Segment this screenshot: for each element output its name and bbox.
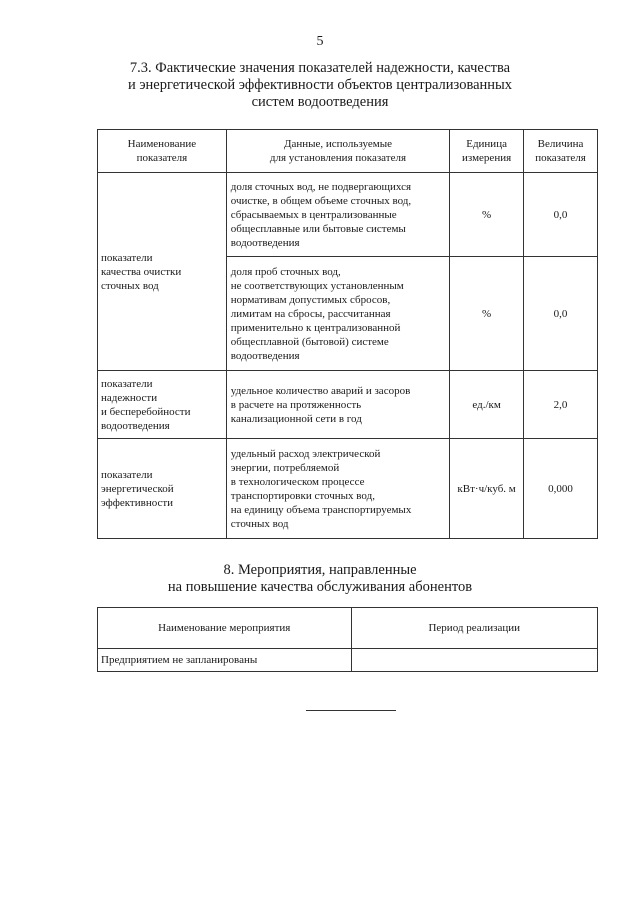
indicator-description: доля проб сточных вод, не соответствующих установленным нормативам допустимых сбросов, лимитам на сбросы, рассчитанная применительно к централизованной общесплавной (бытовой) системе водоотведения: [226, 257, 449, 371]
header-event-name: Наименование мероприятия: [98, 608, 352, 649]
header-data-used: Данные, используемые для установления показателя: [226, 130, 449, 173]
title-line: систем водоотведения: [251, 94, 389, 110]
header-indicator-name: Наименование показателя: [98, 130, 227, 173]
table-row: [98, 439, 598, 539]
indicator-unit: кВт·ч/куб. м: [450, 439, 524, 539]
indicator-value: 0,000: [524, 439, 598, 539]
section-8-title: [0, 562, 640, 596]
title-line: 7.3. Фактические значения показателей надежности, качества: [129, 60, 511, 76]
header-unit: Единица измерения: [450, 130, 524, 173]
page-number: 5: [316, 34, 324, 49]
title-line: 8. Мероприятия, направленные: [223, 562, 417, 578]
section-7-3-title: [0, 60, 640, 111]
indicator-value: 2,0: [524, 371, 598, 439]
event-name-cell: Предприятием не запланированы: [98, 649, 352, 672]
table-row: [98, 371, 598, 439]
closing-rule: [306, 710, 396, 711]
table-row: [98, 649, 598, 672]
events-table: [97, 607, 598, 672]
title-line: на повышение качества обслуживания абонентов: [167, 579, 473, 595]
indicator-unit: %: [450, 257, 524, 371]
indicator-description: удельное количество аварий и засоров в расчете на протяженность канализационной сети в год: [226, 371, 449, 439]
indicator-name-quality: показатели качества очистки сточных вод: [98, 173, 227, 371]
header-period: Период реализации: [351, 608, 598, 649]
indicator-value: 0,0: [524, 257, 598, 371]
indicators-table: [97, 129, 598, 539]
table-row: [98, 173, 598, 257]
indicator-name-reliability: показатели надежности и бесперебойности водоотведения: [98, 371, 227, 439]
indicator-unit: %: [450, 173, 524, 257]
indicator-description: доля сточных вод, не подвергающихся очистке, в общем объеме сточных вод, сбрасываемых в централизованные общесплавные или бытовые системы водоотведения: [226, 173, 449, 257]
header-value: Величина показателя: [524, 130, 598, 173]
title-line: и энергетической эффективности объектов централизованных: [127, 77, 513, 93]
indicator-description: удельный расход электрической энергии, потребляемой в технологическом процессе транспортировки сточных вод, на единицу объема транспортируемых сточных вод: [226, 439, 449, 539]
table-header-row: [98, 608, 598, 649]
table-header-row: [98, 130, 598, 173]
indicator-value: 0,0: [524, 173, 598, 257]
indicator-name-energy: показатели энергетической эффективности: [98, 439, 227, 539]
indicator-unit: ед./км: [450, 371, 524, 439]
event-period-cell: [351, 649, 598, 672]
